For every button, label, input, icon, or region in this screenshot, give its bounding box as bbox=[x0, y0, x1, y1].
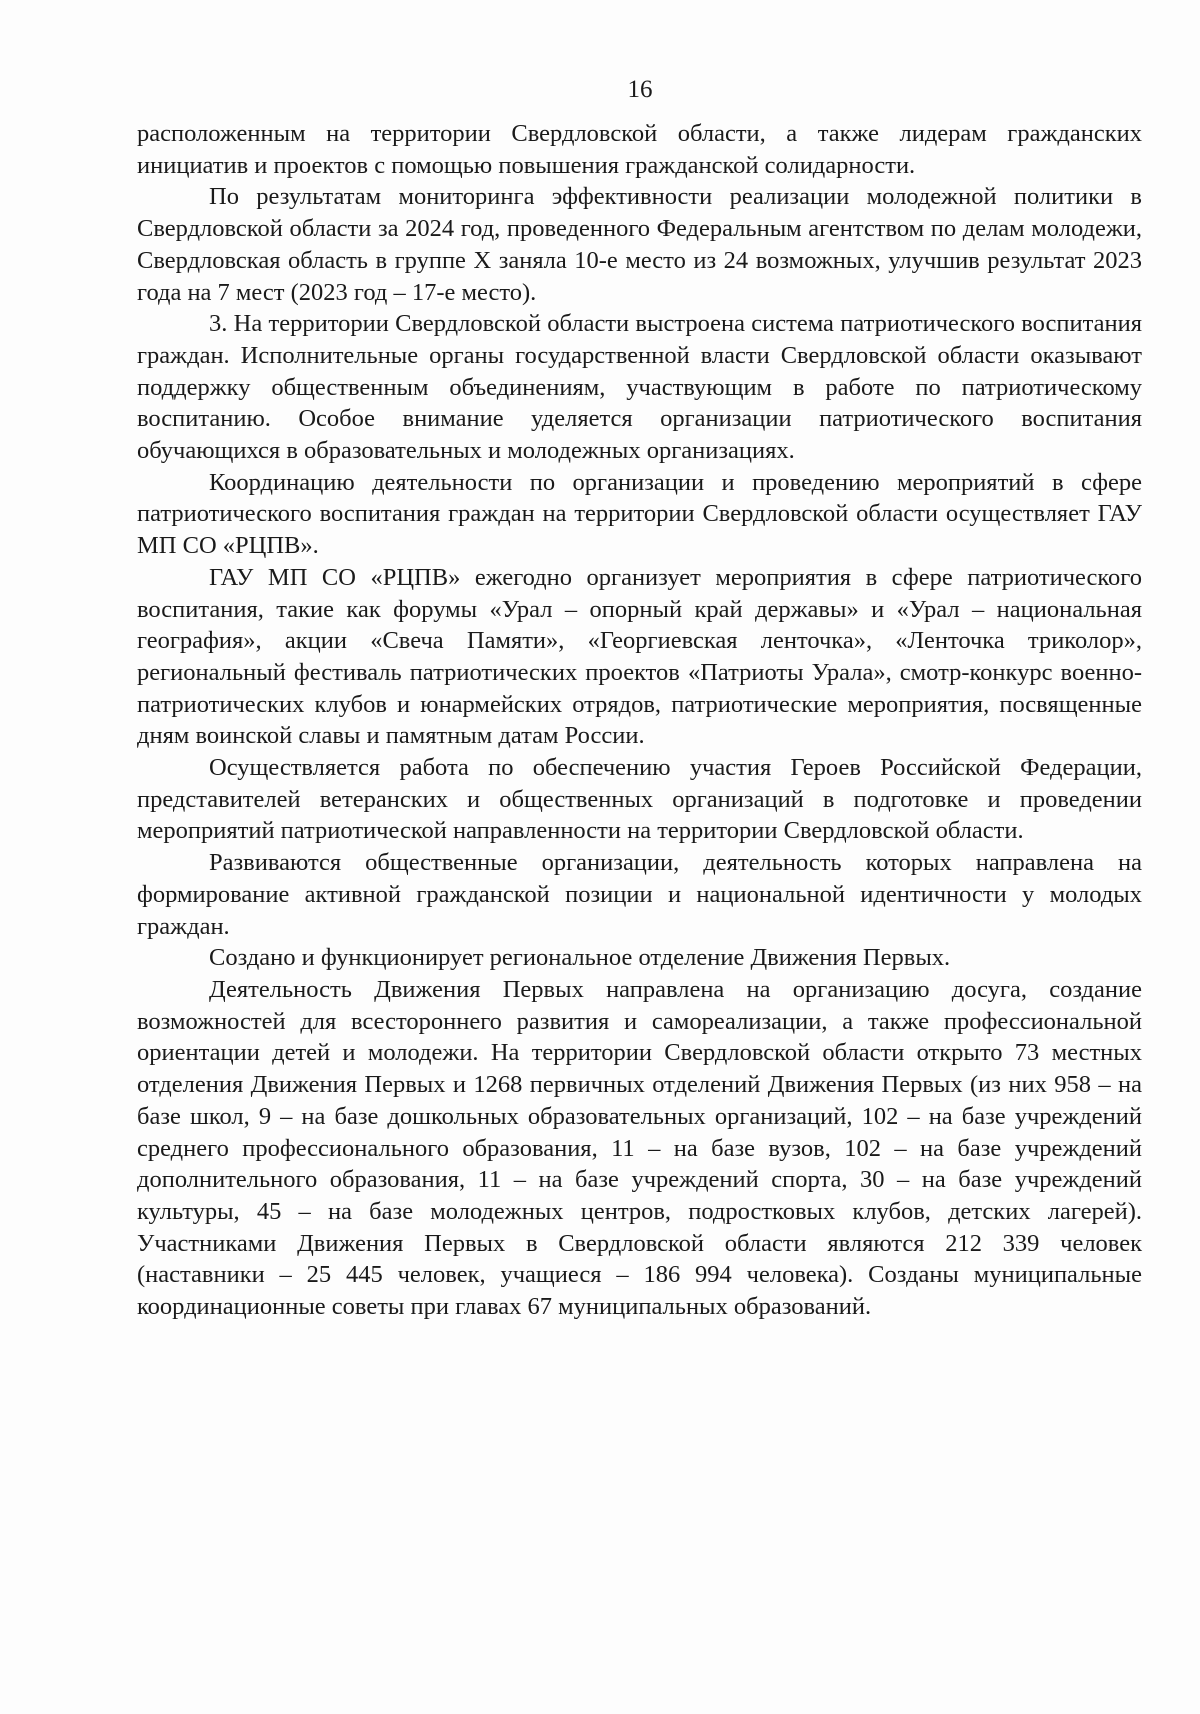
paragraph-movement-activity: Деятельность Движения Первых направлена на организацию досуга, создание возможностей для всестороннего развития и самореализации, а также профессиональной ориентации детей и молодежи. На территории Свердловской области открыто 73 местных отделения Движения Первых и 1268 первичных отделений Движения Первых (из них 958 – на базе школ, 9 – на базе дошкольных образовательных организаций, 102 – на базе учреждений среднего профессионального образования, 11 – на базе вузов, 102 – на базе учреждений дополнительного образования, 11 – на базе учреждений спорта, 30 – на базе учреждений культуры, 45 – на базе молодежных центров, подростковых клубов, детских лагерей). Участниками Движения Первых в Свердловской области являются 212 339 человек (наставники – 25 445 человек, учащиеся – 186 994 человека). Созданы муниципальные координационные советы при главах 67 муниципальных образований. bbox=[137, 975, 1142, 1321]
paragraph-patriotic-system: 3. На территории Свердловской области выстроена система патриотического воспитания граждан. Исполнительные органы государственной власти Свердловской области оказывают поддержку общественным объединениям, участвующим в работе по патриотическому воспитанию. Особое внимание уделяется организации патриотического воспитания обучающихся в образовательных и молодежных организациях. bbox=[137, 310, 1142, 465]
paragraph-regional-branch: Создано и функционирует региональное отделение Движения Первых. bbox=[209, 944, 951, 972]
paragraph-events: ГАУ МП СО «РЦПВ» ежегодно организует мероприятия в сфере патриотического воспитания, такие как форумы «Урал – опорный край державы» и «Урал – национальная география», акции «Свеча Памяти», «Георгиевская ленточка», «Ленточка триколор», региональный фестиваль патриотических проектов «Патриоты Урала», смотр-конкурс военно-патриотических клубов и юнармейских отрядов, патриотические мероприятия, посвященные дням воинской славы и памятным датам России. bbox=[137, 563, 1142, 750]
paragraph-heroes-participation: Осуществляется работа по обеспечению участия Героев Российской Федерации, представителей ветеранских и общественных организаций в подготовке и проведении мероприятий патриотической направленности на территории Свердловской области. bbox=[137, 754, 1142, 845]
paragraph-monitoring-results: По результатам мониторинга эффективности реализации молодежной политики в Свердловской области за 2024 год, проведенного Федеральным агентством по делам молодежи, Свердловская область в группе X заняла 10-е место из 24 возможных, улучшив результат 2023 года на 7 мест (2023 год – 17-е место). bbox=[137, 183, 1142, 306]
document-body bbox=[137, 118, 1142, 1323]
paragraph-coordination: Координацию деятельности по организации и проведению мероприятий в сфере патриотического воспитания граждан на территории Свердловской области осуществляет ГАУ МП СО «РЦПВ». bbox=[137, 468, 1142, 560]
paragraph-continuation: расположенным на территории Свердловской области, а также лидерам гражданских инициатив и проектов с помощью повышения гражданской солидарности. bbox=[137, 120, 1142, 179]
paragraph-public-organizations: Развиваются общественные организации, деятельность которых направлена на формирование активной гражданской позиции и национальной идентичности у молодых граждан. bbox=[137, 849, 1142, 940]
page-number: 16 bbox=[627, 76, 653, 103]
